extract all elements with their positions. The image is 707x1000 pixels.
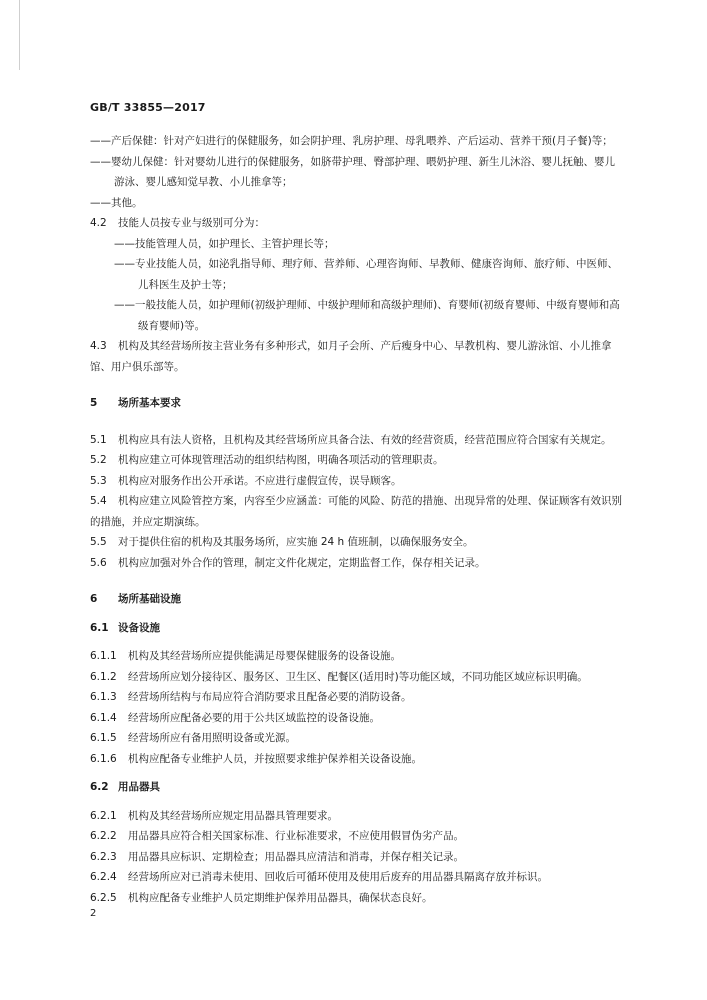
page-number: 2	[90, 908, 97, 919]
list-item-skill-manager: ——技能管理人员，如护理长、主管护理长等；	[114, 237, 335, 250]
clause-text: 机构应建立可体现管理活动的组织结构图，明确各项活动的管理职责。	[118, 454, 444, 466]
clause-number: 6.1.1	[90, 650, 117, 662]
clause-text: 用品器具应标识、定期检查；用品器具应清洁和消毒，并保存相关记录。	[128, 850, 464, 863]
section-number: 5	[90, 397, 98, 409]
clause-number: 6.1.5	[90, 732, 117, 744]
clause-number: 6.1.4	[90, 711, 117, 724]
clause-6-1-3	[90, 687, 622, 708]
clause-text: 机构应加强对外合作的管理，制定文件化规定，定期监督工作，保存相关记录。	[118, 556, 486, 569]
clause-number: 6.1.2	[90, 670, 117, 683]
standard-number-header: GB/T 33855—2017	[90, 101, 206, 114]
clause-number: 6.1.3	[90, 691, 117, 703]
section-5-heading	[90, 393, 622, 414]
subsection-6-2-heading	[90, 777, 622, 798]
clause-text: 技能人员按专业与级别可分为：	[118, 217, 265, 229]
clause-number: 6.2.1	[90, 809, 117, 822]
subsection-6-1-heading	[90, 618, 622, 639]
section-number: 6	[90, 593, 98, 605]
clause-4-2	[90, 213, 622, 234]
clause-5-2	[90, 450, 622, 471]
clause-6-2-3	[90, 847, 622, 868]
clause-text: 机构及其经营场所应提供能满足母婴保健服务的设备设施。	[128, 650, 401, 662]
clause-6-2-5	[90, 888, 622, 909]
clause-text: 机构及其经营场所按主营业务有多种形式，如月子会所、产后瘦身中心、早教机构、婴儿游泳馆、小儿推拿馆、用户俱乐部等。	[90, 340, 612, 373]
postnatal-list	[90, 131, 622, 213]
clause-5-3	[90, 471, 622, 492]
subsection-title: 用品器具	[118, 781, 160, 793]
clause-number: 5.4	[90, 495, 107, 507]
clause-text: 机构及其经营场所应规定用品器具管理要求。	[128, 809, 338, 822]
clause-5-4	[90, 491, 622, 532]
clause-number: 6.2.2	[90, 830, 117, 842]
clause-text: 机构应配备专业维护人员定期维护保养用品器具，确保状态良好。	[128, 891, 433, 904]
subsection-number: 6.2	[90, 781, 109, 793]
clause-number: 6.2.5	[90, 891, 117, 904]
clause-text: 经营场所结构与布局应符合消防要求且配备必要的消防设备。	[128, 691, 412, 703]
clause-number: 5.1	[90, 433, 107, 446]
subsection-title: 设备设施	[118, 621, 160, 634]
clause-number: 5.6	[90, 556, 107, 569]
document-body	[90, 131, 622, 908]
clause-number: 5.3	[90, 474, 107, 487]
clause-text: 机构应建立风险管控方案，内容至少应涵盖：可能的风险、防范的措施、出现异常的处理、保证顾客有效识别的措施，并应定期演练。	[90, 495, 622, 528]
list-item-skill-professional: ——专业技能人员，如泌乳指导师、理疗师、营养师、心理咨询师、早教师、健康咨询师、旅疗师、中医师、儿科医生及护士等；	[114, 258, 618, 291]
clause-number: 6.1.6	[90, 752, 117, 765]
clause-number: 5.5	[90, 536, 107, 548]
clause-number: 4.3	[90, 340, 107, 352]
clause-number: 5.2	[90, 454, 107, 466]
clause-6-2-2	[90, 826, 622, 847]
list-item-postnatal: ——产后保健：针对产妇进行的保健服务，如会阴护理、乳房护理、母乳喂养、产后运动、营养干预(月子餐)等；	[90, 135, 613, 147]
clause-text: 机构应具有法人资格，且机构及其经营场所应具备合法、有效的经营资质，经营范围应符合国家有关规定。	[118, 433, 612, 446]
list-item-other: ——其他。	[90, 196, 143, 209]
section-title: 场所基本要求	[118, 397, 181, 409]
list-item-skill-general: ——一般技能人员，如护理师(初级护理师、中级护理师和高级护理师)、育婴师(初级育婴师、中级育婴师和高级育婴师)等。	[114, 299, 620, 332]
page-edge-line	[19, 0, 20, 70]
section-6-heading	[90, 589, 622, 610]
clause-6-1-4	[90, 708, 622, 729]
clause-number: 6.2.3	[90, 850, 117, 863]
section-title: 场所基础设施	[118, 593, 181, 605]
clause-text: 对于提供住宿的机构及其服务场所，应实施 24 h 值班制，以确保服务安全。	[118, 536, 474, 548]
clause-6-1-5	[90, 728, 622, 749]
clause-6-1-6	[90, 749, 622, 770]
clause-6-1-2	[90, 667, 622, 688]
clause-text: 机构应对服务作出公开承诺。不应进行虚假宣传，误导顾客。	[118, 474, 402, 487]
clause-6-2-4	[90, 867, 622, 888]
clause-text: 经营场所应配备必要的用于公共区域监控的设备设施。	[128, 711, 380, 724]
clause-number: 4.2	[90, 217, 107, 229]
subsection-number: 6.1	[90, 621, 109, 634]
clause-5-5	[90, 532, 622, 553]
clause-text: 经营场所应划分接待区、服务区、卫生区、配餐区(适用时)等功能区域，不同功能区域应标识明确。	[128, 670, 588, 683]
list-item-infant: ——婴幼儿保健：针对婴幼儿进行的保健服务，如脐带护理、臀部护理、喂奶护理、新生儿沐浴、婴儿抚触、婴儿游泳、婴儿感知觉早教、小儿推拿等；	[90, 155, 615, 188]
clause-5-1	[90, 430, 622, 451]
clause-text: 用品器具应符合相关国家标准、行业标准要求，不应使用假冒伪劣产品。	[128, 830, 464, 842]
clause-text: 经营场所应有备用照明设备或光源。	[128, 732, 296, 744]
clause-6-1-1	[90, 646, 622, 667]
clause-number: 6.2.4	[90, 871, 117, 883]
clause-text: 经营场所应对已消毒未使用、回收后可循环使用及使用后废弃的用品器具隔离存放并标识。	[128, 871, 548, 883]
clause-4-3	[90, 336, 622, 377]
clause-5-6	[90, 553, 622, 574]
clause-6-2-1	[90, 806, 622, 827]
clause-text: 机构应配备专业维护人员，并按照要求维护保养相关设备设施。	[128, 752, 422, 765]
